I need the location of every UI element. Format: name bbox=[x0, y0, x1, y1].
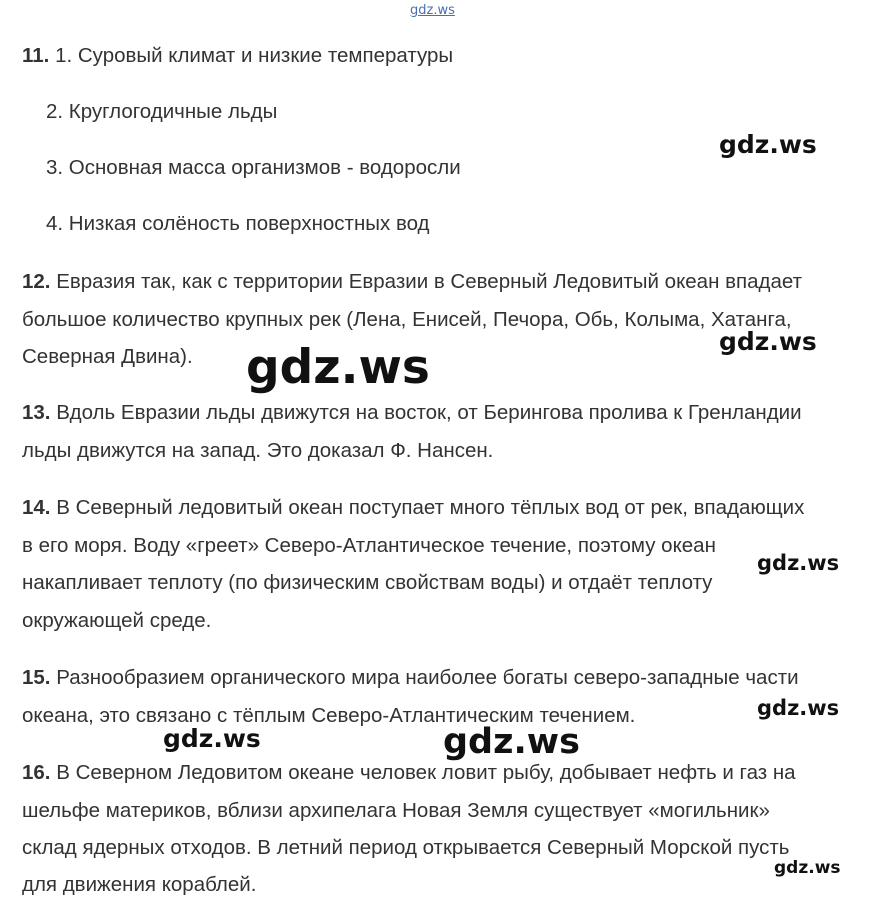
watermark: gdz.ws bbox=[774, 858, 841, 878]
answer-16-line-1 bbox=[22, 761, 796, 785]
answer-14-line-1 bbox=[22, 496, 804, 520]
answer-15-line-2: океана, это связано с тёплым Северо-Атлантическим течением. bbox=[22, 704, 636, 727]
watermark: gdz.ws bbox=[443, 722, 580, 762]
answer-11-item-1-text: 1. Суровый климат и низкие температуры bbox=[55, 44, 454, 67]
watermark: gdz.ws bbox=[246, 340, 430, 395]
site-watermark-link[interactable]: gdz.ws bbox=[410, 3, 455, 18]
answer-12-line-1-text: Евразия так, как с территории Евразии в Северный Ледовитый океан впадает bbox=[56, 270, 802, 293]
answer-16-line-4: для движения кораблей. bbox=[22, 873, 257, 896]
answer-11-item-3: 3. Основная масса организмов - водоросли bbox=[46, 156, 461, 179]
answer-13-line-2: льды движутся на запад. Это доказал Ф. Нансен. bbox=[22, 439, 494, 462]
answer-15-line-1-text: Разнообразием органического мира наиболее богаты северо-западные части bbox=[56, 666, 799, 689]
answer-16-line-3: склад ядерных отходов. В летний период открывается Северный Морской пусть bbox=[22, 836, 790, 859]
watermark: gdz.ws bbox=[719, 327, 817, 356]
answer-11-number: 11. bbox=[22, 44, 50, 67]
answer-11-item-4: 4. Низкая солёность поверхностных вод bbox=[46, 212, 430, 235]
answer-14-line-3: накапливает теплоту (по физическим свойствам воды) и отдаёт теплоту bbox=[22, 571, 713, 594]
answer-13-line-1-text: Вдоль Евразии льды движутся на восток, от Берингова пролива к Гренландии bbox=[56, 401, 802, 424]
answer-16-line-2: шельфе материков, вблизи архипелага Новая Земля существует «могильник» bbox=[22, 799, 770, 822]
answer-12-line-3: Северная Двина). bbox=[22, 345, 193, 368]
answer-12-line-2: большое количество крупных рек (Лена, Енисей, Печора, Обь, Колыма, Хатанга, bbox=[22, 308, 792, 331]
answer-14-number: 14. bbox=[22, 496, 51, 519]
watermark: gdz.ws bbox=[757, 696, 840, 720]
watermark: gdz.ws bbox=[163, 724, 261, 753]
watermark: gdz.ws bbox=[719, 130, 817, 159]
answer-14-line-4: окружающей среде. bbox=[22, 609, 212, 632]
watermark: gdz.ws bbox=[757, 551, 840, 575]
answer-14-line-2: в его моря. Воду «греет» Северо-Атлантическое течение, поэтому океан bbox=[22, 534, 716, 557]
answer-11-item-1 bbox=[22, 44, 453, 68]
answer-13-number: 13. bbox=[22, 401, 51, 424]
answer-15-number: 15. bbox=[22, 666, 51, 689]
answer-16-number: 16. bbox=[22, 761, 51, 784]
answer-11-item-2: 2. Круглогодичные льды bbox=[46, 100, 278, 123]
answer-13-line-1 bbox=[22, 401, 802, 425]
answer-12-line-1 bbox=[22, 270, 802, 294]
answer-14-line-1-text: В Северный ледовитый океан поступает много тёплых вод от рек, впадающих bbox=[56, 496, 805, 519]
answer-15-line-1 bbox=[22, 666, 799, 690]
answer-12-number: 12. bbox=[22, 270, 51, 293]
answer-16-line-1-text: В Северном Ледовитом океане человек ловит рыбу, добывает нефть и газ на bbox=[56, 761, 796, 784]
